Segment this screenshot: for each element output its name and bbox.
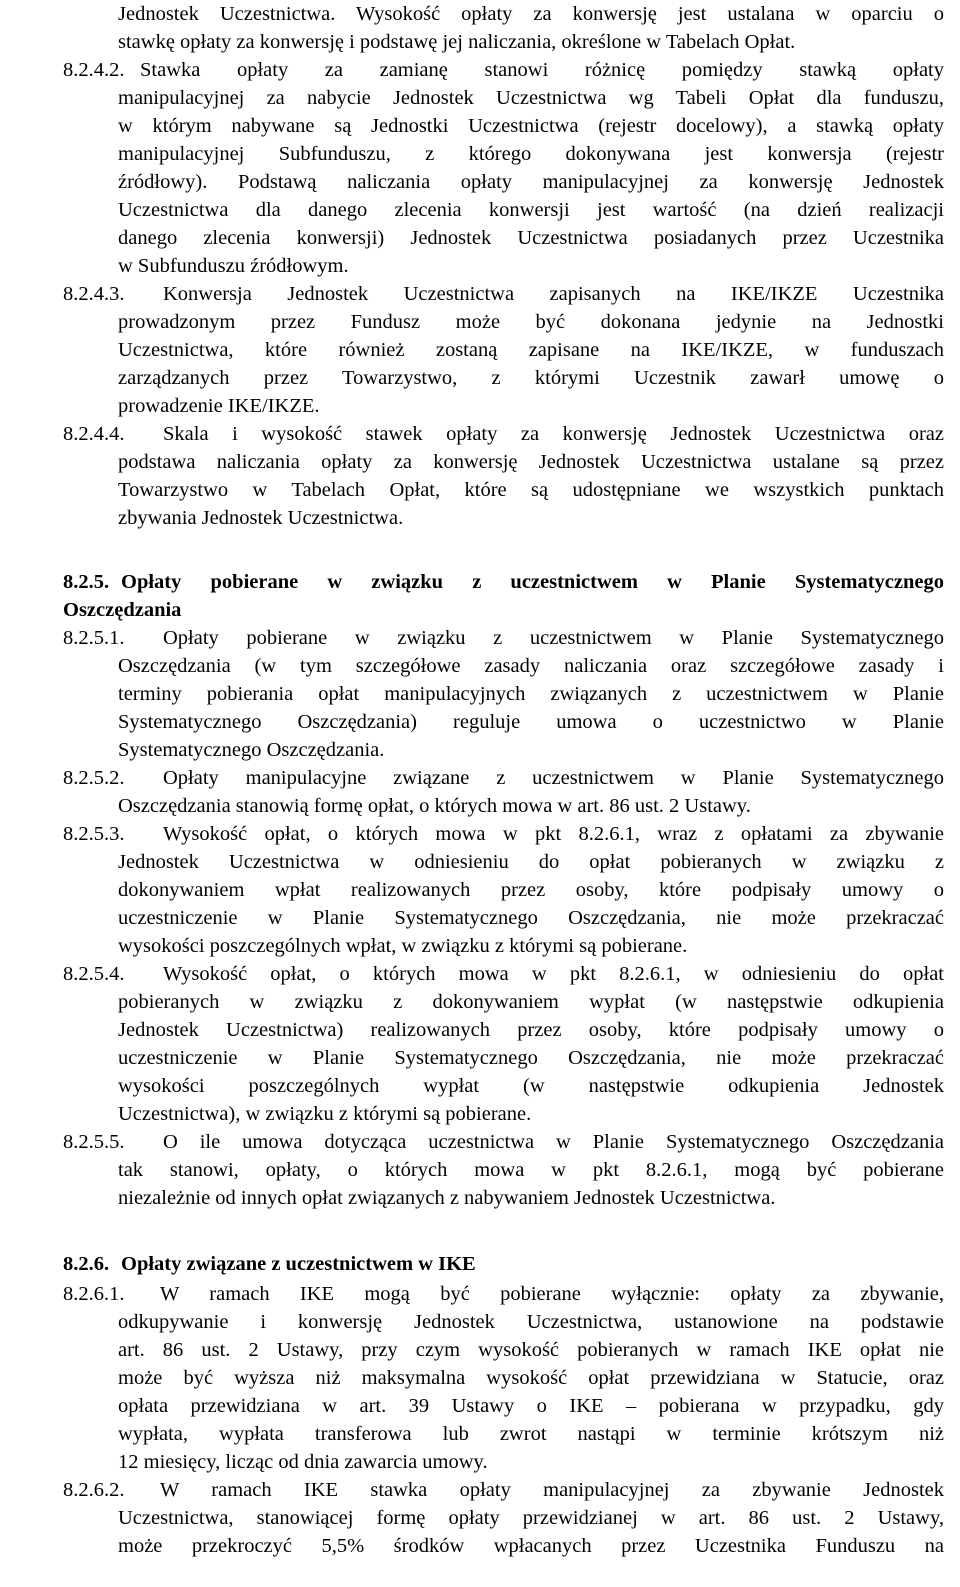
paragraph-number: 8.2.5.5. (63, 1131, 125, 1153)
text-line: wysokości poszczególnych wpłat, w związku z którymi są pobierane. (118, 935, 688, 957)
text-line: uczestniczenie w Planie Systematycznego Oszczędzania, nie może przekraczać (118, 1047, 944, 1069)
paragraph-text (118, 308, 944, 420)
text-line: w którym nabywane są Jednostki Uczestnictwa (rejestr docelowy), a stawką opłaty (118, 115, 944, 137)
text-line: manipulacyjnej Subfunduszu, z którego dokonywana jest konwersja (rejestr (118, 143, 944, 165)
text-line: Wysokość opłat, o których mowa w pkt 8.2.6.1, wraz z opłatami za zbywanie (163, 823, 944, 845)
text-line: W ramach IKE stawka opłaty manipulacyjnej za zbywanie Jednostek (160, 1479, 944, 1501)
text-line: Uczestnictwa dla danego zlecenia konwersji jest wartość (na dzień realizacji (118, 199, 944, 221)
text-line: Opłaty związane z uczestnictwem w IKE (121, 1253, 476, 1275)
paragraph-text (118, 652, 944, 764)
paragraph-text-first (163, 820, 944, 848)
text-line: Oszczędzania stanowią formę opłat, o których mowa w art. 86 ust. 2 Ustawy. (118, 795, 751, 817)
text-line: może być wyższa niż maksymalna wysokość opłat przewidziana w Statucie, oraz (118, 1367, 944, 1389)
paragraph-number: 8.2.5.1. (63, 627, 125, 649)
paragraph-text-first (160, 1476, 944, 1504)
paragraph-text (118, 1504, 944, 1560)
text-line: art. 86 ust. 2 Ustawy, przy czym wysokość pobieranych w ramach IKE opłat nie (118, 1339, 944, 1361)
text-line: zarządzanych przez Towarzystwo, z którymi Uczestnik zawarł umowę o (118, 367, 944, 389)
text-line: W ramach IKE mogą być pobierane wyłącznie: opłaty za zbywanie, (160, 1283, 944, 1305)
text-line: w Subfunduszu źródłowym. (118, 255, 349, 277)
text-line: Opłaty pobierane w związku z uczestnictwem w Planie Systematycznego (121, 571, 944, 593)
paragraph-text (118, 448, 944, 532)
text-line: Jednostek Uczestnictwa) realizowanych przez osoby, które podpisały umowy o (118, 1019, 944, 1041)
paragraph-number: 8.2.4.4. (63, 423, 125, 445)
section-title (121, 1250, 944, 1278)
text-line: Systematycznego Oszczędzania) reguluje umowa o uczestnictwo w Planie (118, 711, 944, 733)
text-line: Uczestnictwa), w związku z którymi są pobierane. (118, 1103, 532, 1125)
text-line: Stawka opłaty za zamianę stanowi różnicę pomiędzy stawką opłaty (140, 59, 944, 81)
paragraph-text (118, 848, 944, 960)
paragraph-text-first (163, 1128, 944, 1156)
text-line: dokonywaniem wpłat realizowanych przez osoby, które podpisały umowy o (118, 879, 944, 901)
text-line: prowadzonym przez Fundusz może być dokonana jedynie na Jednostki (118, 311, 944, 333)
text-line: manipulacyjnej za nabycie Jednostek Uczestnictwa wg Tabeli Opłat dla funduszu, (118, 87, 944, 109)
paragraph-number: 8.2.5.2. (63, 767, 125, 789)
paragraph-text-first (160, 1280, 944, 1308)
text-line: Systematycznego Oszczędzania. (118, 739, 385, 761)
text-line: Jednostek Uczestnictwa w odniesieniu do opłat pobieranych w związku z (118, 851, 944, 873)
paragraph-number: 8.2.5.4. (63, 963, 125, 985)
text-line: wysokości poszczególnych wypłat (w następstwie odkupienia Jednostek (118, 1075, 944, 1097)
text-line: prowadzenie IKE/IKZE. (118, 395, 320, 417)
text-line: źródłowy). Podstawą naliczania opłaty manipulacyjnej za konwersję Jednostek (118, 171, 944, 193)
paragraph-text (118, 792, 944, 820)
text-line: Opłaty pobierane w związku z uczestnictwem w Planie Systematycznego (163, 627, 944, 649)
paragraph-text (118, 84, 944, 280)
paragraph-number: 8.2.4.2. (63, 59, 125, 81)
paragraph-continuation (118, 0, 944, 56)
text-line: Konwersja Jednostek Uczestnictwa zapisanych na IKE/IKZE Uczestnika (163, 283, 944, 305)
text-line: 12 miesięcy, licząc od dnia zawarcia umowy. (118, 1451, 488, 1473)
section-title (121, 568, 944, 596)
paragraph-number: 8.2.4.3. (63, 283, 125, 305)
text-line: Uczestnictwa, które również zostaną zapisane na IKE/IKZE, w funduszach (118, 339, 944, 361)
text-line: może przekroczyć 5,5% środków wpłacanych przez Uczestnika Funduszu na (118, 1535, 944, 1557)
text-line: odkupywanie i konwersję Jednostek Uczestnictwa, ustanowione na podstawie (118, 1311, 944, 1333)
text-line: O ile umowa dotycząca uczestnictwa w Planie Systematycznego Oszczędzania (163, 1131, 944, 1153)
text-line: Opłaty manipulacyjne związane z uczestnictwem w Planie Systematycznego (163, 767, 944, 789)
text-line: zbywania Jednostek Uczestnictwa. (118, 507, 404, 529)
paragraph-text-first (163, 420, 944, 448)
text-line: pobieranych w związku z dokonywaniem wypłat (w następstwie odkupienia (118, 991, 944, 1013)
text-line: terminy pobierania opłat manipulacyjnych związanych z uczestnictwem w Planie (118, 683, 944, 705)
text-line: uczestniczenie w Planie Systematycznego Oszczędzania, nie może przekraczać (118, 907, 944, 929)
text-line: danego zlecenia konwersji) Jednostek Uczestnictwa posiadanych przez Uczestnika (118, 227, 944, 249)
text-line: Oszczędzania (w tym szczegółowe zasady naliczania oraz szczegółowe zasady i (118, 655, 944, 677)
paragraph-text-first (163, 960, 944, 988)
paragraph-text (118, 988, 944, 1128)
text-line: stawkę opłaty za konwersję i podstawę jej naliczania, określone w Tabelach Opłat. (118, 31, 796, 53)
section-number: 8.2.5. (63, 571, 110, 593)
section-title-continuation (63, 596, 944, 624)
paragraph-text (118, 1308, 944, 1476)
text-line: Wysokość opłat, o których mowa w pkt 8.2.6.1, w odniesieniu do opłat (163, 963, 944, 985)
text-line: podstawa naliczania opłaty za konwersję Jednostek Uczestnictwa ustalane są przez (118, 451, 944, 473)
paragraph-text-first (163, 764, 944, 792)
paragraph-number: 8.2.5.3. (63, 823, 125, 845)
text-line: wypłata, wypłata transferowa lub zwrot nastąpi w terminie krótszym niż (118, 1423, 944, 1445)
paragraph-number: 8.2.6.1. (63, 1283, 125, 1305)
text-line: tak stanowi, opłaty, o których mowa w pkt 8.2.6.1, mogą być pobierane (118, 1159, 944, 1181)
text-line: Oszczędzania (63, 599, 182, 621)
paragraph-text-first (163, 280, 944, 308)
text-line: Uczestnictwa, stanowiącej formę opłaty przewidzianej w art. 86 ust. 2 Ustawy, (118, 1507, 944, 1529)
paragraph-text-first (163, 624, 944, 652)
text-line: Jednostek Uczestnictwa. Wysokość opłaty za konwersję jest ustalana w oparciu o (118, 3, 944, 25)
paragraph-number: 8.2.6.2. (63, 1479, 125, 1501)
text-line: niezależnie od innych opłat związanych z nabywaniem Jednostek Uczestnictwa. (118, 1187, 776, 1209)
section-number: 8.2.6. (63, 1253, 110, 1275)
paragraph-text (118, 1156, 944, 1212)
paragraph-text-first (140, 56, 944, 84)
text-line: Skala i wysokość stawek opłaty za konwersję Jednostek Uczestnictwa oraz (163, 423, 944, 445)
text-line: opłata przewidziana w art. 39 Ustawy o IKE – pobierana w przypadku, gdy (118, 1395, 944, 1417)
text-line: Towarzystwo w Tabelach Opłat, które są udostępniane we wszystkich punktach (118, 479, 944, 501)
